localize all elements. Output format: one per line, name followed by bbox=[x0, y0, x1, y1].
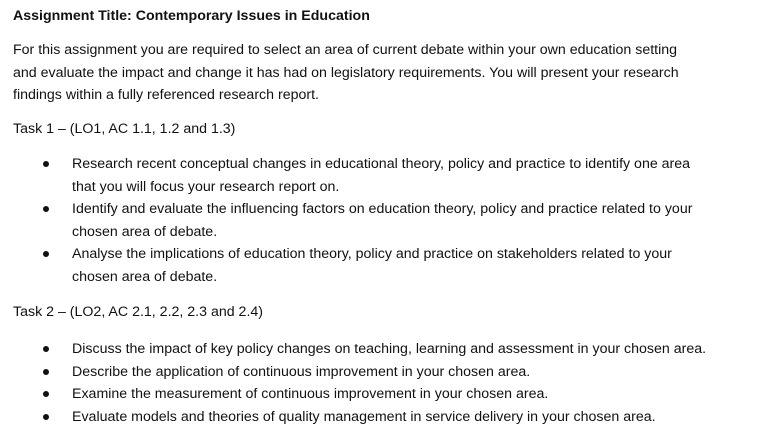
bullet-icon bbox=[43, 369, 49, 375]
list-item-line: chosen area of debate. bbox=[72, 268, 218, 285]
list-item-line: chosen area of debate. bbox=[72, 223, 218, 240]
list-item bbox=[0, 243, 769, 288]
list-item-line: Discuss the impact of key policy changes on teaching, learning and assessment in your chosen area. bbox=[72, 341, 707, 357]
list-item-line: Describe the application of continuous improvement in your chosen area. bbox=[72, 363, 531, 380]
bullet-icon bbox=[43, 346, 49, 352]
task-2-heading: Task 2 – (LO2, AC 2.1, 2.2, 2.3 and 2.4) bbox=[13, 304, 264, 320]
assignment-title: Assignment Title: Contemporary Issues in Education bbox=[13, 8, 370, 24]
list-item bbox=[0, 361, 769, 384]
task-1-bullet-list bbox=[0, 153, 769, 288]
bullet-icon bbox=[43, 161, 49, 167]
bullet-icon bbox=[43, 414, 49, 420]
list-item-line: Examine the measurement of continuous improvement in your chosen area. bbox=[72, 386, 549, 402]
task-1-heading: Task 1 – (LO1, AC 1.1, 1.2 and 1.3) bbox=[13, 121, 236, 137]
intro-line: and evaluate the impact and change it has had on legislatory requirements. You will present your research bbox=[13, 64, 679, 81]
intro-paragraph bbox=[13, 39, 758, 107]
intro-line: findings within a fully referenced research report. bbox=[13, 87, 319, 103]
list-item-line: Analyse the implications of education theory, policy and practice on stakeholders related to your bbox=[72, 246, 672, 262]
list-item-line: Research recent conceptual changes in educational theory, policy and practice to identify one area bbox=[72, 156, 691, 172]
list-item-line: that you will focus your research report on. bbox=[72, 178, 340, 195]
list-item bbox=[0, 406, 769, 429]
list-item-line: Identify and evaluate the influencing factors on education theory, policy and practice related to your bbox=[72, 201, 693, 217]
bullet-icon bbox=[43, 391, 49, 397]
list-item bbox=[0, 153, 769, 198]
list-item bbox=[0, 383, 769, 406]
list-item bbox=[0, 198, 769, 243]
task-2-bullet-list bbox=[0, 338, 769, 428]
bullet-icon bbox=[43, 251, 49, 257]
bullet-icon bbox=[43, 206, 49, 212]
list-item bbox=[0, 338, 769, 361]
intro-line: For this assignment you are required to select an area of current debate within your own education setting bbox=[13, 42, 678, 58]
list-item-line: Evaluate models and theories of quality management in service delivery in your chosen area. bbox=[72, 408, 656, 425]
